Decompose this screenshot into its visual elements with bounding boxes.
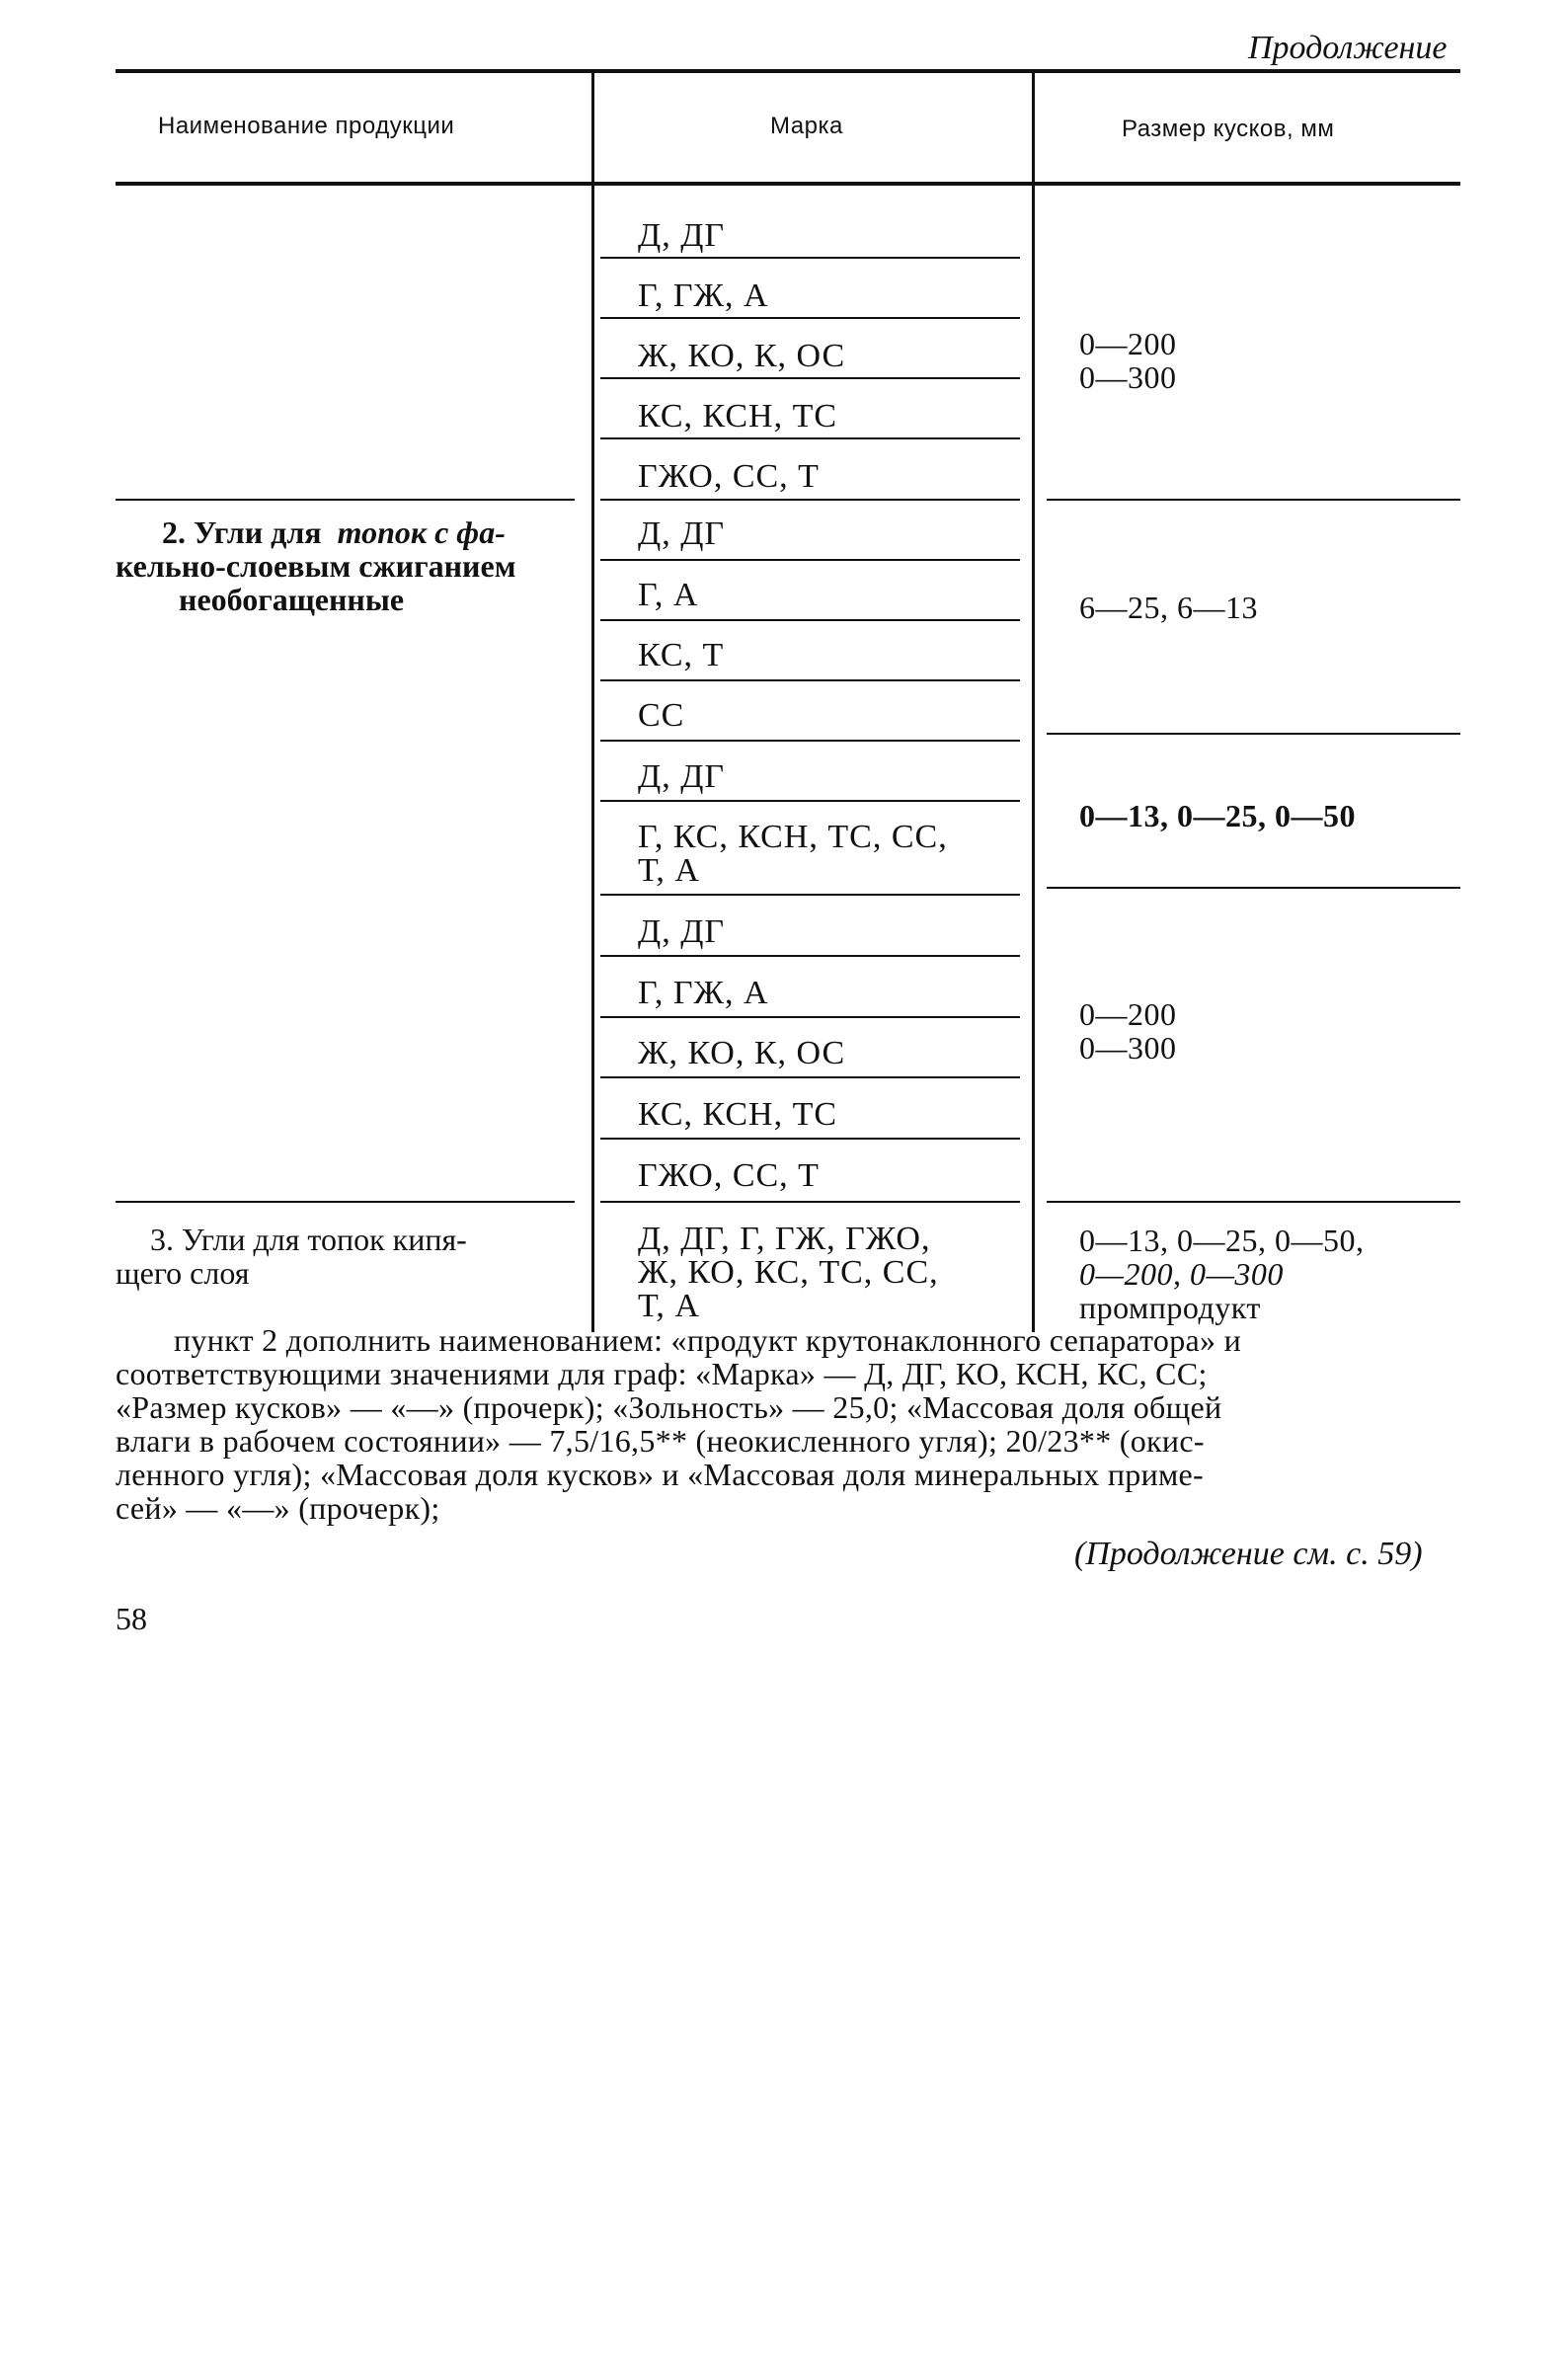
item3-name-line2: щего слоя [116,1255,250,1291]
mark-cell: Г, КС, КСН, ТС, СС, [638,819,948,855]
row-rule [600,437,1020,439]
mark-cell: Т, А [638,852,700,889]
row-rule [600,800,1020,802]
mark-cell: Г, ГЖ, А [638,975,769,1011]
continuation-note: (Продолжение см. с. 59) [1074,1536,1423,1572]
size-cell: 0—13, 0—25, 0—50 [1079,798,1356,833]
paragraph-line: сей» — «—» (прочерк); [116,1490,440,1526]
column-divider-2 [1032,71,1035,1332]
size-cell: 0—200 [1079,326,1177,361]
mark-cell: Т, А [638,1288,700,1324]
row-rule [1047,499,1460,501]
row-rule [600,740,1020,742]
mark-cell: Д, ДГ, Г, ГЖ, ГЖО, [638,1221,931,1257]
size-cell: 6—25, 6—13 [1079,590,1258,625]
mark-cell: Д, ДГ [638,758,726,795]
row-rule [116,1201,575,1203]
item2-name-line1: 2. Угли для топок с фа- [162,514,506,550]
continuation-label: Продолжение [1248,30,1448,66]
page-number: 58 [116,1601,147,1636]
row-rule [600,894,1020,896]
item2-name-line2: кельно-слоевым сжиганием [116,548,516,584]
size-cell: 0—13, 0—25, 0—50, [1079,1223,1365,1258]
row-rule [600,1016,1020,1018]
mark-cell: Ж, КО, К, ОС [638,1035,846,1071]
header-mark: Марка [770,113,843,139]
row-rule [600,499,1020,501]
header-name: Наименование продукции [158,113,455,139]
row-rule [600,317,1020,319]
table-header-rule [116,182,1460,186]
paragraph-line: влаги в рабочем состоянии» — 7,5/16,5** (неокисленного угля); 20/23** (окис- [116,1423,1205,1459]
paragraph-line: соответствующими значениями для граф: «Марка» — Д, ДГ, КО, КСН, КС, СС; [116,1356,1208,1391]
row-rule [1047,887,1460,889]
mark-cell: КС, КСН, ТС [638,398,838,435]
row-rule [600,679,1020,681]
column-divider-1 [591,71,594,1332]
mark-cell: Д, ДГ [638,913,726,950]
row-rule [600,955,1020,957]
mark-cell: ГЖО, СС, Т [638,458,820,495]
mark-cell: СС [638,697,685,734]
mark-cell: Г, ГЖ, А [638,277,769,314]
paragraph-line: ленного угля); «Массовая доля кусков» и «Массовая доля минеральных приме- [116,1457,1205,1492]
size-cell: 0—200 [1079,996,1177,1032]
row-rule [600,1138,1020,1140]
row-rule [1047,733,1460,735]
mark-cell: Г, А [638,577,699,613]
row-rule [600,1076,1020,1078]
mark-cell: Д, ДГ [638,515,726,552]
paragraph-line: пункт 2 дополнить наименованием: «продукт крутонаклонного сепаратора» и [174,1322,1242,1358]
item3-name-line1: 3. Угли для топок кипя- [150,1222,467,1257]
row-rule [600,619,1020,621]
paragraph-line: «Размер кусков» — «—» (прочерк); «Зольность» — 25,0; «Массовая доля общей [116,1389,1222,1425]
size-cell: промпродукт [1079,1290,1261,1325]
row-rule [116,499,575,501]
size-cell: 0—300 [1079,359,1177,395]
mark-cell: КС, КСН, ТС [638,1096,838,1133]
size-cell: 0—300 [1079,1030,1177,1066]
row-rule [600,1201,1020,1203]
row-rule [600,377,1020,379]
row-rule [600,257,1020,259]
size-cell: 0—200, 0—300 [1079,1256,1284,1292]
mark-cell: Ж, КО, К, ОС [638,338,846,374]
mark-cell: КС, Т [638,637,725,673]
item2-name-line3: необогащенные [179,582,405,617]
row-rule [600,559,1020,561]
mark-cell: Ж, КО, КС, ТС, СС, [638,1254,939,1291]
table-top-rule [116,69,1460,73]
mark-cell: ГЖО, СС, Т [638,1157,820,1194]
row-rule [1047,1201,1460,1203]
header-size: Размер кусков, мм [1122,116,1335,142]
mark-cell: Д, ДГ [638,217,726,254]
